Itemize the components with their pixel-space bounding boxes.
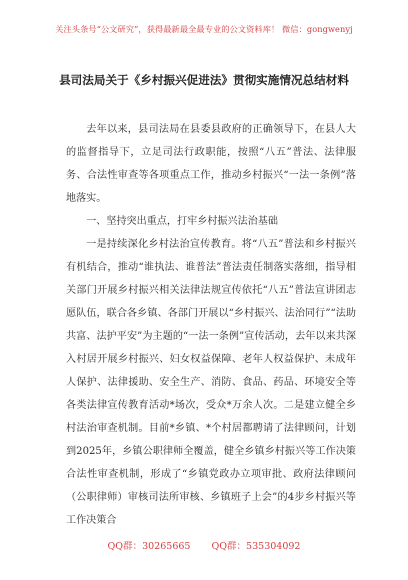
footer-contact bbox=[0, 538, 408, 552]
section-heading: 一、坚持突出重点，打牢乡村振兴法治基础 bbox=[86, 216, 278, 227]
document-body bbox=[66, 118, 356, 532]
footer-qq-group-1: QQ群：30265665 bbox=[107, 541, 191, 552]
header-promo-note: 关注头条号“公文研究”，获得最新最全最专业的公文资料库！ 微信：gongwenyj bbox=[55, 24, 353, 34]
body-paragraph: 一是持续深化乡村法治宣传教育。将“八五”普法和乡村振兴有机结合，推动“谁执法、谁普法”普法责任制落实落细，指导相关部门开展乡村振兴相关法律法规宣传依托“八五”普法宣讲团志愿队伍，联合各乡镇、各部门开展以“乡村振兴、法治同行”“法助共富、法护平安”为主题的“一法一条例”宣传活动，去年以来共深入村居开展乡村振兴、妇女权益保障、老年人权益保护、未成年人保护、法律援助、安全生产、消防、食品、药品、环境安全等各类法律宣传教育活动*场次，受众*万余人次。二是建立健全乡村法治审查机制。目前*乡镇、*个村居都聘请了法律顾问，计划到2025年，乡镇公职律师全覆盖，健全乡镇乡村振兴等工作决策合法性审查机制，形成了“乡镇党政办立项审批、政府法律顾问（公职律师）审核司法所审核、乡镇班子上会”的4步乡村振兴等工作决策合 bbox=[66, 239, 356, 526]
document-title: 县司法局关于《乡村振兴促进法》贯彻实施情况总结材料 bbox=[59, 73, 349, 87]
intro-paragraph: 去年以来，县司法局在县委县政府的正确领导下，在县人大的监督指导下，立足司法行政职能，按照“八五”普法、法律服务、合法性审查等各项重点工作，推动乡村振兴“一法一条例”落地落实。 bbox=[66, 124, 356, 204]
footer-qq-group-2: QQ群：535304092 bbox=[211, 541, 301, 552]
